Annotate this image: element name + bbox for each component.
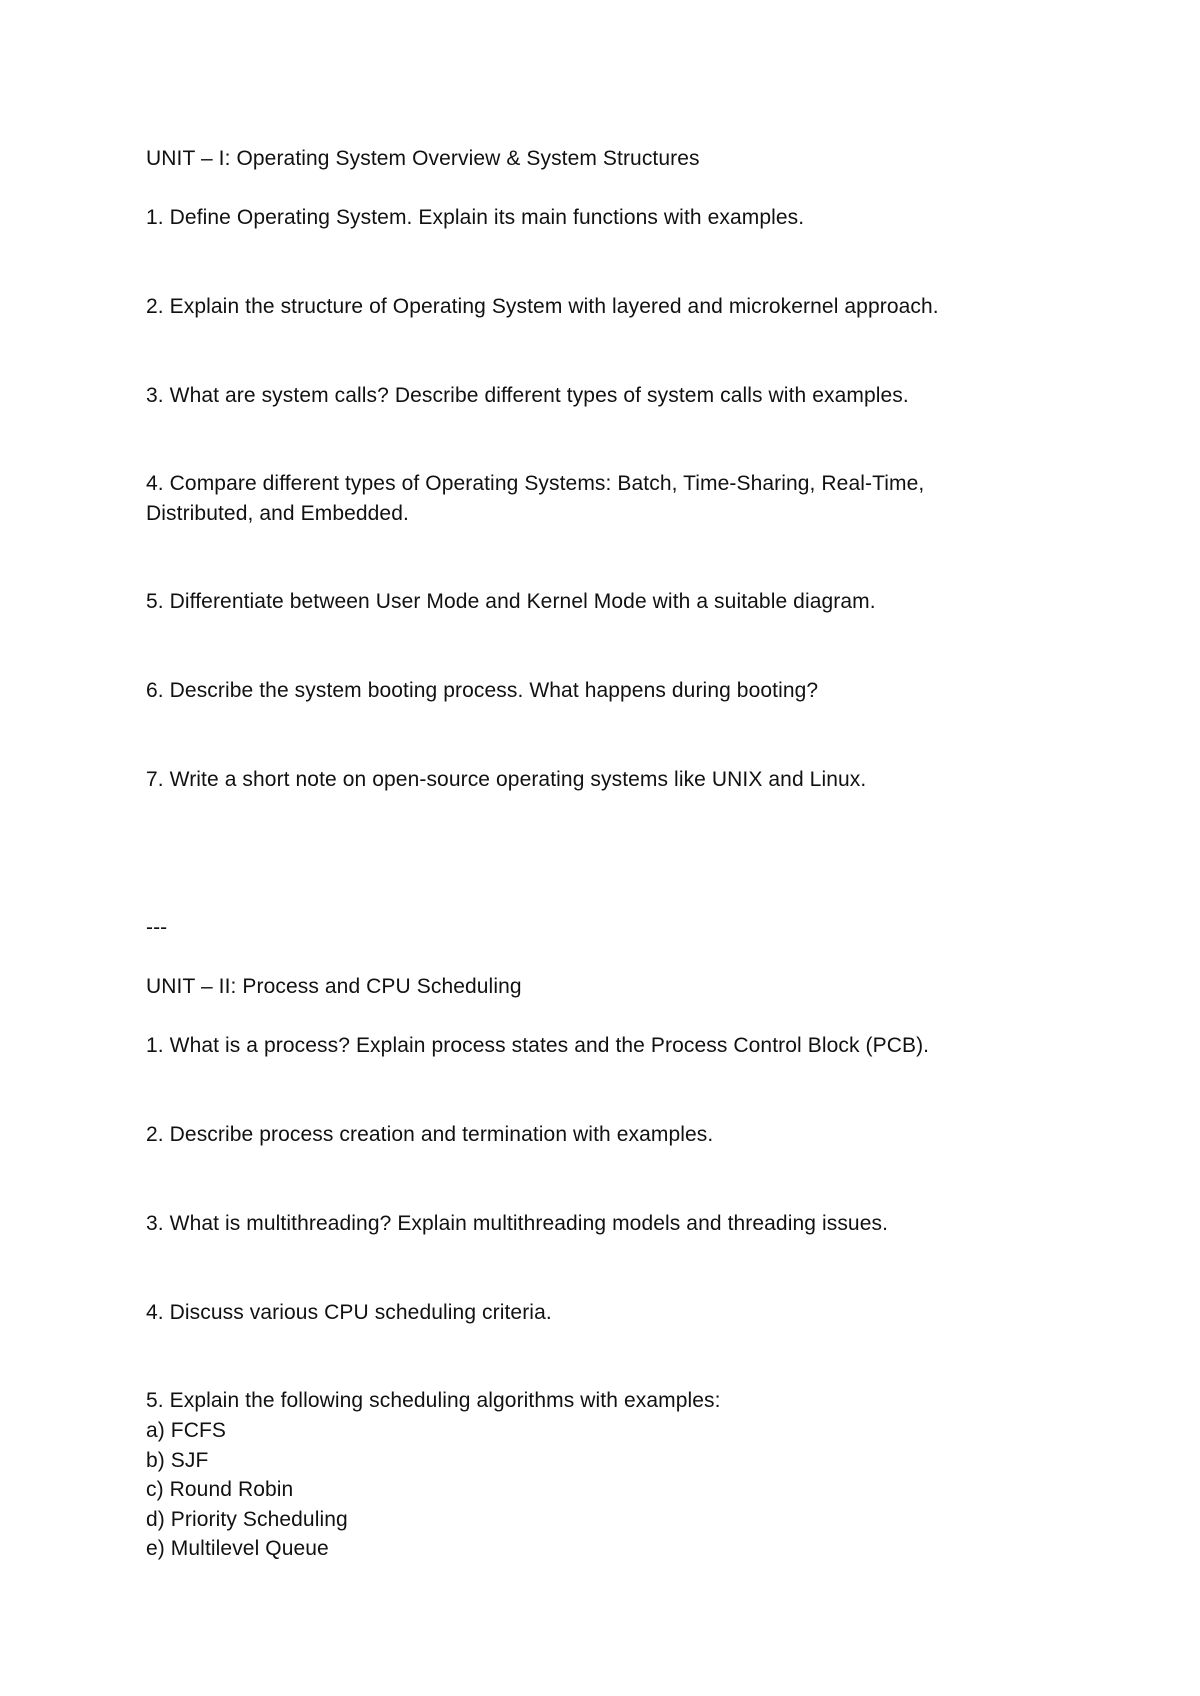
unit-2-heading: UNIT – II: Process and CPU Scheduling: [146, 975, 522, 998]
unit-1-question-7: 7. Write a short note on open-source operating systems like UNIX and Linux.: [146, 768, 867, 791]
option-item: d) Priority Scheduling: [146, 1508, 348, 1531]
unit-1-question-6: 6. Describe the system booting process. What happens during booting?: [146, 679, 819, 702]
unit-1-question-3: 3. What are system calls? Describe different types of system calls with examples.: [146, 384, 909, 407]
unit-1-question-1: 1. Define Operating System. Explain its main functions with examples.: [146, 206, 805, 229]
unit-1-question-5: 5. Differentiate between User Mode and Kernel Mode with a suitable diagram.: [146, 590, 876, 613]
unit-1-question-2: 2. Explain the structure of Operating System with layered and microkernel approach.: [146, 295, 939, 318]
option-item: a) FCFS: [146, 1419, 227, 1442]
option-item: b) SJF: [146, 1449, 209, 1472]
unit-2-question-5: 5. Explain the following scheduling algorithms with examples:: [146, 1389, 721, 1412]
unit-2-question-3: 3. What is multithreading? Explain multithreading models and threading issues.: [146, 1212, 889, 1235]
unit-2-question-1: 1. What is a process? Explain process states and the Process Control Block (PCB).: [146, 1034, 930, 1057]
option-item: c) Round Robin: [146, 1478, 294, 1501]
unit-1-question-4-line-2: Distributed, and Embedded.: [146, 502, 409, 525]
unit-1-heading: UNIT – I: Operating System Overview & System Structures: [146, 147, 700, 170]
section-separator: ---: [146, 916, 168, 939]
unit-2-question-4: 4. Discuss various CPU scheduling criteria.: [146, 1301, 552, 1324]
option-item: e) Multilevel Queue: [146, 1537, 329, 1560]
unit-1-question-4-line-1: 4. Compare different types of Operating Systems: Batch, Time-Sharing, Real-Time,: [146, 472, 925, 495]
unit-2-question-2: 2. Describe process creation and termination with examples.: [146, 1123, 714, 1146]
